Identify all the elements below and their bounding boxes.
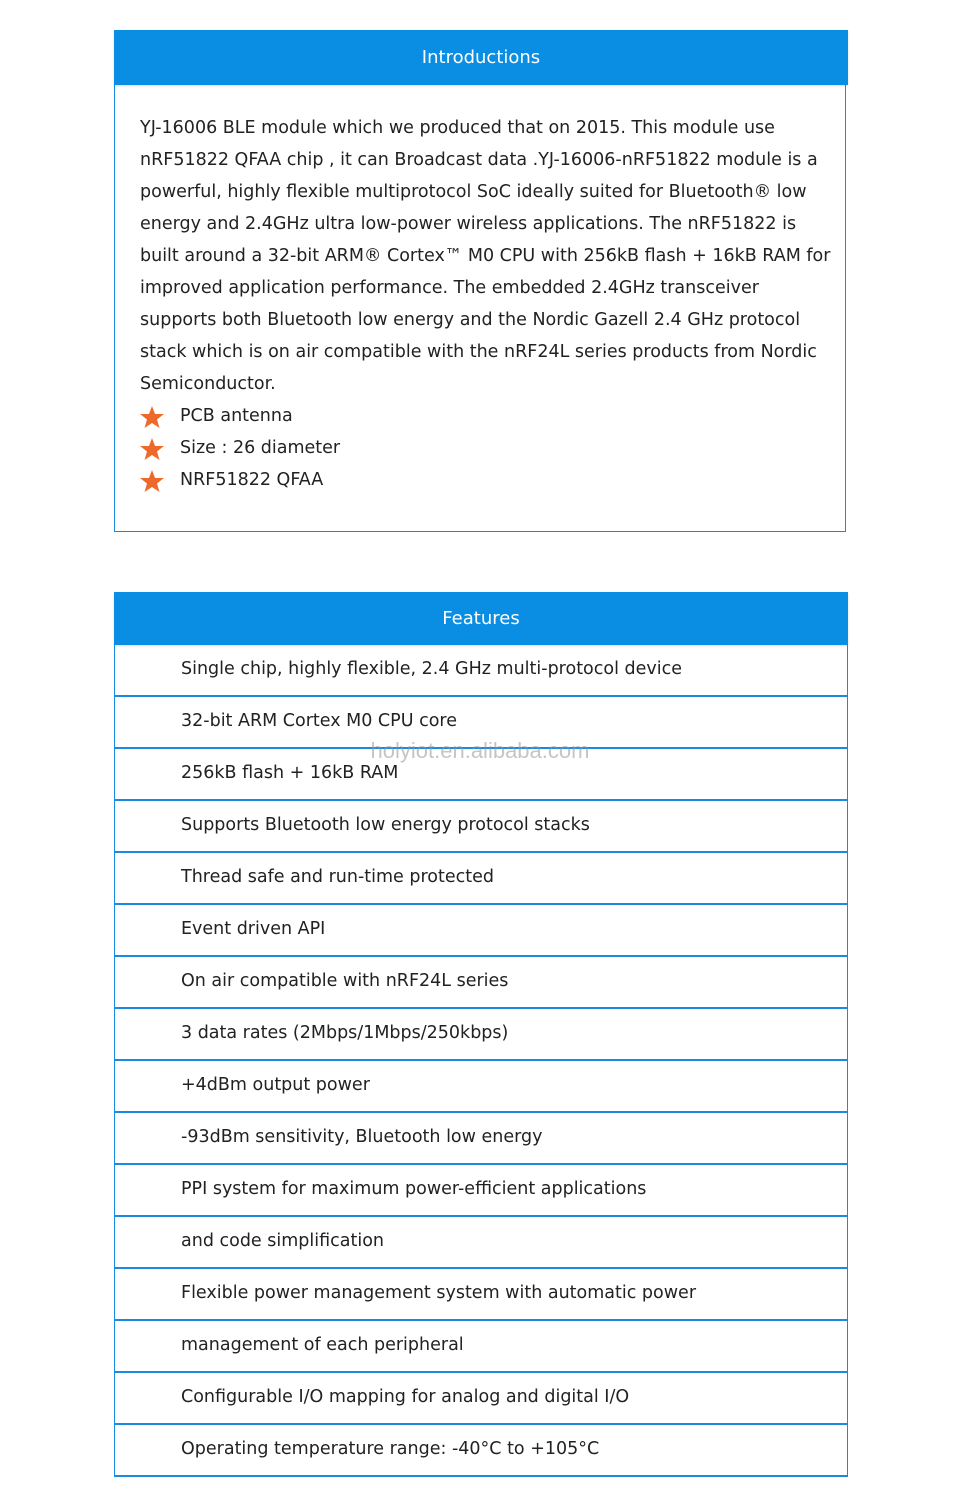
bullet-item xyxy=(140,464,832,496)
introductions-bullet-list xyxy=(140,400,832,496)
feature-row: 256kB flash + 16kB RAM xyxy=(115,749,847,801)
star-icon xyxy=(140,406,164,428)
feature-row: +4dBm output power xyxy=(115,1061,847,1113)
feature-row: 3 data rates (2Mbps/1Mbps/250kbps) xyxy=(115,1009,847,1061)
feature-row: Event driven API xyxy=(115,905,847,957)
feature-row: Operating temperature range: -40°C to +105°C xyxy=(115,1425,847,1477)
feature-row: PPI system for maximum power-efficient applications xyxy=(115,1165,847,1217)
feature-row: Thread safe and run-time protected xyxy=(115,853,847,905)
bullet-label: NRF51822 QFAA xyxy=(180,470,324,490)
feature-row: Supports Bluetooth low energy protocol stacks xyxy=(115,801,847,853)
feature-row: and code simplification xyxy=(115,1217,847,1269)
feature-row: Flexible power management system with automatic power xyxy=(115,1269,847,1321)
feature-row: 32-bit ARM Cortex M0 CPU core xyxy=(115,697,847,749)
introductions-card xyxy=(114,30,846,532)
feature-row: Configurable I/O mapping for analog and digital I/O xyxy=(115,1373,847,1425)
introductions-header: Introductions xyxy=(114,30,848,85)
features-card xyxy=(114,592,848,1482)
feature-row: management of each peripheral xyxy=(115,1321,847,1373)
introductions-body xyxy=(140,112,832,496)
bullet-item xyxy=(140,400,832,432)
feature-row: Single chip, highly flexible, 2.4 GHz multi-protocol device xyxy=(115,645,847,697)
feature-row: -93dBm sensitivity, Bluetooth low energy xyxy=(115,1113,847,1165)
star-icon xyxy=(140,470,164,492)
introductions-paragraph: YJ-16006 BLE module which we produced that on 2015. This module use nRF51822 QFAA chip , it can Broadcast data .YJ-16006-nRF51822 module is a powerful, highly flexible multiprotocol SoC ideally suited for Bluetooth® low energy and 2.4GHz ultra low-power wireless applications. The nRF51822 is built around a 32-bit ARM® Cortex™ M0 CPU with 256kB flash + 16kB RAM for improved application performance. The embedded 2.4GHz transceiver supports both Bluetooth low energy and the Nordic Gazell 2.4 GHz protocol stack which is on air compatible with the nRF24L series products from Nordic Semiconductor. xyxy=(140,118,831,394)
watermark: holyiot.en.alibaba.com xyxy=(370,738,590,763)
features-list xyxy=(114,645,848,1477)
star-icon xyxy=(140,438,164,460)
bullet-item xyxy=(140,432,832,464)
features-header: Features xyxy=(114,592,848,645)
bullet-label: PCB antenna xyxy=(180,406,293,426)
feature-row: On air compatible with nRF24L series xyxy=(115,957,847,1009)
bullet-label: Size : 26 diameter xyxy=(180,438,341,458)
